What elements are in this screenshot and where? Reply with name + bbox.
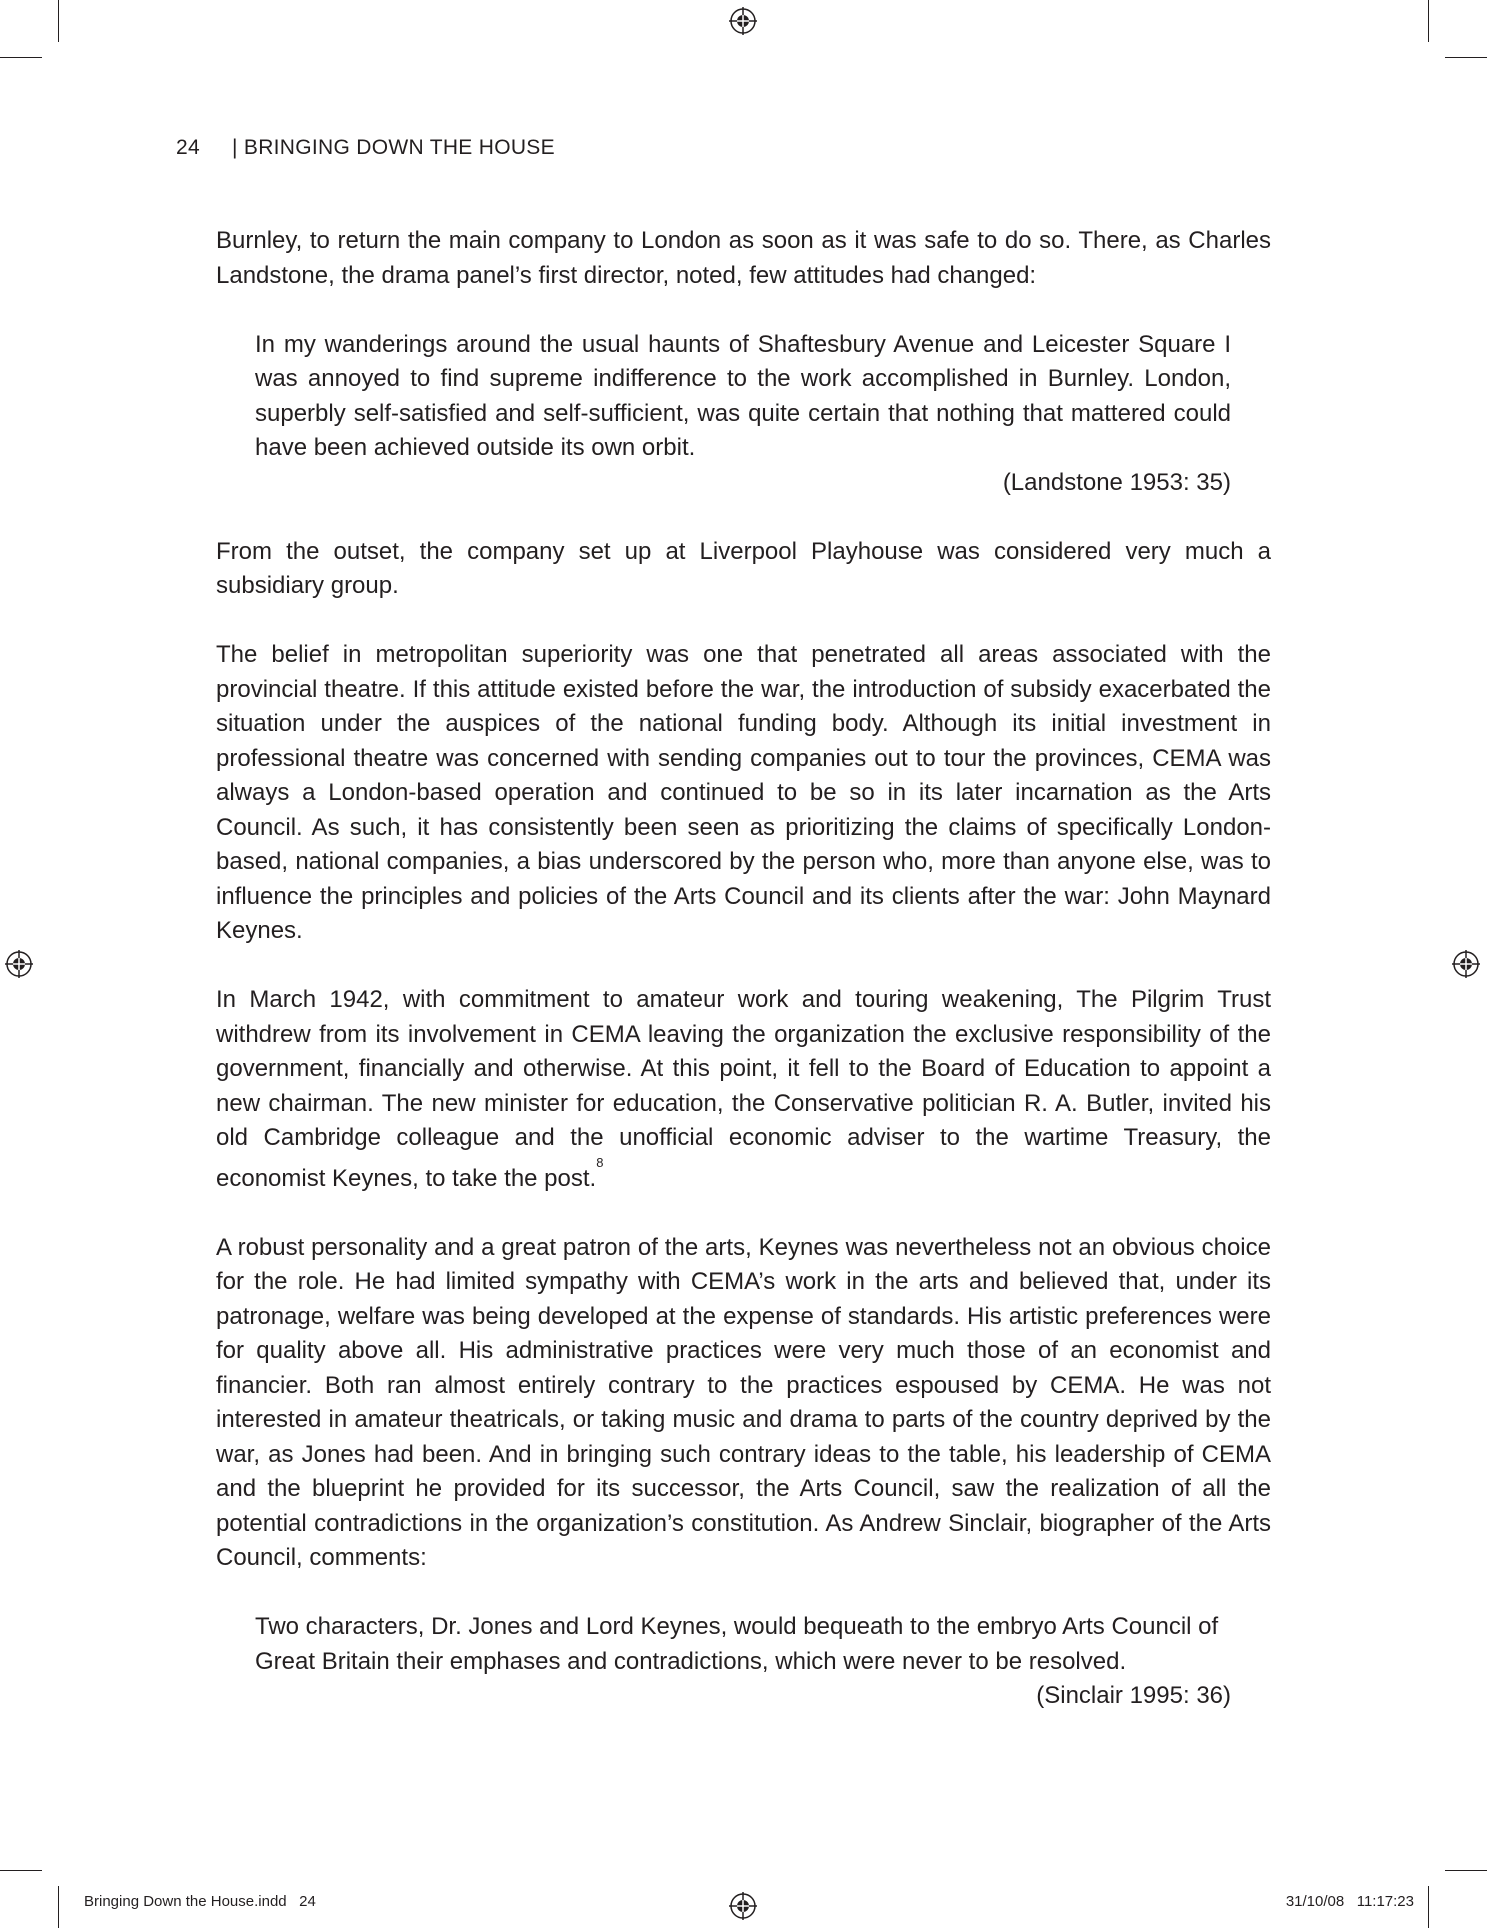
paragraph: Burnley, to return the main company to London as soon as it was safe to do so. There, as Charles Landstone, the drama panel’s first director, noted, few attitudes had changed:	[216, 227, 1271, 289]
body-text	[216, 224, 1271, 1748]
crop-mark	[0, 1870, 42, 1871]
slug-datetime: 31/10/08 11:17:23	[1285, 1893, 1414, 1910]
block-quote-citation: (Sinclair 1995: 36)	[1036, 1682, 1231, 1709]
paragraph: The belief in metropolitan superiority was one that penetrated all areas associated with the provincial theatre. If this attitude existed before the war, the introduction of subsidy exacerbated the situation under the auspices of the national funding body. Although its initial investment in professional theatre was concerned with sending companies out to tour the provinces, CEMA was always a London-based operation and continued to be so in its later incarnation as the Arts Council. As such, it has consistently been seen as prioritizing the claims of specifically London-based, national companies, a bias underscored by the person who, more than anyone else, was to influence the principles and policies of the Arts Council and its clients after the war: John Maynard Keynes.	[216, 641, 1271, 944]
registration-mark-icon	[728, 1891, 758, 1921]
running-head	[176, 136, 555, 160]
crop-mark	[1445, 57, 1487, 58]
running-head-title: | BRINGING DOWN THE HOUSE	[232, 136, 555, 159]
block-quote-text: Two characters, Dr. Jones and Lord Keynes, would bequeath to the embryo Arts Council of Great Britain their emphases and contradictions, which were never to be resolved.	[255, 1613, 1219, 1675]
crop-mark	[1445, 1870, 1487, 1871]
block-quote-text: In my wanderings around the usual haunts of Shaftesbury Avenue and Leicester Square I was annoyed to find supreme indifference to the work accomplished in Burnley. London, superbly self-satisfied and self-sufficient, was quite certain that nothing that mattered could have been achieved outside its own orbit.	[255, 330, 1231, 461]
block-quote	[216, 328, 1271, 501]
footnote-marker: 8	[596, 1154, 604, 1170]
registration-mark-icon	[4, 949, 34, 979]
crop-mark	[1428, 0, 1429, 42]
slug-filename: Bringing Down the House.indd 24	[84, 1893, 316, 1910]
paragraph	[216, 983, 1271, 1196]
crop-mark	[58, 0, 59, 42]
crop-mark	[58, 1886, 59, 1928]
registration-mark-icon	[1451, 949, 1481, 979]
crop-mark	[1428, 1886, 1429, 1928]
block-quote	[216, 1610, 1271, 1714]
paragraph-text: In March 1942, with commitment to amateur work and touring weakening, The Pilgrim Trust withdrew from its involvement in CEMA leaving the organization the exclusive responsibility of the government, financially and otherwise. At this point, it fell to the Board of Education to appoint a new chairman. The new minister for education, the Conservative politician R. A. Butler, invited his old Cambridge colleague and the unofficial economic adviser to the wartime Treasury, the economist Keynes, to take the post.	[216, 986, 1271, 1192]
page-number: 24	[176, 136, 200, 159]
registration-mark-icon	[728, 6, 758, 36]
paragraph: A robust personality and a great patron of the arts, Keynes was nevertheless not an obvious choice for the role. He had limited sympathy with CEMA’s work in the arts and believed that, under its patronage, welfare was being developed at the expense of standards. His artistic preferences were for quality above all. His administrative practices were very much those of an economist and financier. Both ran almost entirely contrary to the practices espoused by CEMA. He was not interested in amateur theatricals, or taking music and drama to parts of the country deprived by the war, as Jones had been. And in bringing such contrary ideas to the table, his leadership of CEMA and the blueprint he provided for its successor, the Arts Council, saw the realization of all the potential contradictions in the organization’s constitution. As Andrew Sinclair, biographer of the Arts Council, comments:	[216, 1233, 1271, 1571]
paragraph: From the outset, the company set up at Liverpool Playhouse was considered very much a subsidiary group.	[216, 537, 1271, 599]
block-quote-citation: (Landstone 1953: 35)	[1002, 468, 1231, 496]
crop-mark	[0, 57, 42, 58]
